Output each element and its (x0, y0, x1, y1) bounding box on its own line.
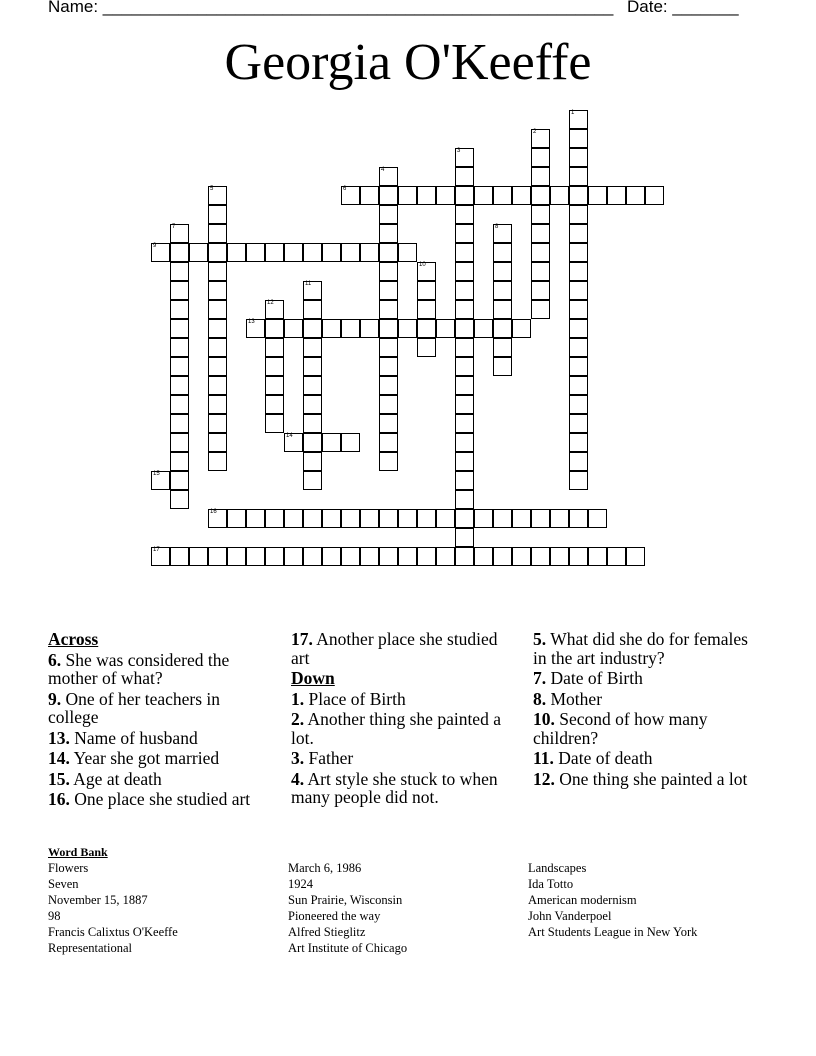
crossword-cell-10[interactable] (417, 262, 436, 281)
crossword-cell[interactable] (398, 319, 417, 338)
crossword-cell[interactable] (607, 186, 626, 205)
crossword-cell[interactable] (284, 243, 303, 262)
crossword-cell[interactable] (531, 186, 550, 205)
name-field-label: Name: ______________________________________________________ (48, 0, 614, 16)
crossword-cell[interactable] (417, 509, 436, 528)
crossword-cell[interactable] (512, 186, 531, 205)
clues-column-1 (48, 630, 270, 811)
crossword-cell[interactable] (170, 376, 189, 395)
crossword-cell[interactable] (455, 376, 474, 395)
crossword-cell[interactable] (569, 338, 588, 357)
crossword-cell[interactable] (379, 414, 398, 433)
crossword-cell[interactable] (379, 300, 398, 319)
crossword-cell[interactable] (170, 433, 189, 452)
crossword-cell-5[interactable] (208, 186, 227, 205)
clue-number: 17 (153, 547, 160, 553)
clue-number: 9 (153, 243, 157, 249)
crossword-cell[interactable] (455, 224, 474, 243)
date-field-label: Date: _______ (627, 0, 739, 16)
crossword-cell[interactable] (208, 414, 227, 433)
crossword-cell[interactable] (360, 243, 379, 262)
clue-number: 3 (457, 148, 461, 154)
clue-down-7: 7. Date of Birth (533, 668, 643, 688)
clue-across-6: 6. She was considered the mother of what? (48, 649, 230, 688)
clue-number: 12 (267, 300, 274, 306)
crossword-cell[interactable] (512, 509, 531, 528)
crossword-cell[interactable] (379, 547, 398, 566)
crossword-cell[interactable] (303, 414, 322, 433)
crossword-cell-17[interactable] (151, 547, 170, 566)
crossword-cell[interactable] (379, 186, 398, 205)
clue-number: 15 (153, 471, 160, 477)
crossword-cell[interactable] (455, 319, 474, 338)
crossword-cell[interactable] (227, 509, 246, 528)
crossword-cell[interactable] (170, 319, 189, 338)
crossword-cell[interactable] (455, 243, 474, 262)
clue-down-8: 8. Mother (533, 688, 603, 709)
crossword-cell[interactable] (569, 414, 588, 433)
clue-down-4: 4. Art style she stuck to when many people did not. (291, 768, 498, 807)
clue-down-5: 5. What did she do for females in the art industry? (533, 629, 748, 668)
crossword-cell[interactable] (436, 186, 455, 205)
crossword-cell[interactable] (417, 186, 436, 205)
crossword-cell[interactable] (341, 433, 360, 452)
crossword-cell[interactable] (208, 376, 227, 395)
crossword-cell[interactable] (569, 395, 588, 414)
crossword-cell[interactable] (626, 547, 645, 566)
crossword-cell-11[interactable] (303, 281, 322, 300)
crossword-cell[interactable] (455, 205, 474, 224)
crossword-cell[interactable] (569, 167, 588, 186)
down-heading: Down (291, 668, 335, 688)
word-bank-item: American modernism (528, 893, 637, 907)
crossword-cell[interactable] (474, 186, 493, 205)
crossword-cell[interactable] (322, 547, 341, 566)
word-bank-item: Art Students League in New York (528, 925, 698, 939)
crossword-cell-15[interactable] (151, 471, 170, 490)
across-heading: Across (48, 629, 99, 649)
clue-number: 6 (343, 186, 347, 192)
crossword-cell[interactable] (455, 509, 474, 528)
crossword-cell[interactable] (379, 395, 398, 414)
crossword-cell[interactable] (170, 357, 189, 376)
crossword-cell[interactable] (569, 281, 588, 300)
crossword-cell-1[interactable] (569, 110, 588, 129)
clue-number: 16 (210, 509, 217, 515)
crossword-cell[interactable] (322, 433, 341, 452)
crossword-cell[interactable] (493, 281, 512, 300)
word-bank-title: Word Bank (48, 845, 108, 859)
clue-number: 7 (172, 224, 176, 230)
crossword-cell[interactable] (208, 300, 227, 319)
crossword-cell[interactable] (379, 224, 398, 243)
word-bank-item: Alfred Stieglitz (288, 925, 366, 939)
crossword-cell[interactable] (455, 300, 474, 319)
crossword-cell[interactable] (265, 509, 284, 528)
clue-number: 10 (419, 262, 426, 268)
crossword-cell[interactable] (208, 224, 227, 243)
crossword-cell[interactable] (265, 319, 284, 338)
crossword-cell-16[interactable] (208, 509, 227, 528)
crossword-cell[interactable] (360, 509, 379, 528)
crossword-cell[interactable] (569, 547, 588, 566)
crossword-cell[interactable] (208, 205, 227, 224)
crossword-cell[interactable] (569, 224, 588, 243)
crossword-cell[interactable] (493, 547, 512, 566)
crossword-cell[interactable] (531, 509, 550, 528)
crossword-cell[interactable] (493, 186, 512, 205)
clues-column-2 (291, 630, 513, 809)
word-bank-item: March 6, 1986 (288, 861, 362, 875)
crossword-cell[interactable] (379, 509, 398, 528)
word-bank-item: Seven (48, 877, 79, 891)
crossword-cell[interactable] (227, 243, 246, 262)
clue-number: 4 (381, 167, 385, 173)
crossword-cell-8[interactable] (493, 224, 512, 243)
clue-number: 2 (533, 129, 537, 135)
word-bank-item: Art Institute of Chicago (288, 941, 408, 955)
crossword-cell[interactable] (626, 186, 645, 205)
crossword-cell[interactable] (569, 433, 588, 452)
clue-across-14: 14. Year she got married (48, 748, 220, 768)
crossword-cell[interactable] (569, 262, 588, 281)
crossword-cell-3[interactable] (455, 148, 474, 167)
crossword-cell[interactable] (379, 338, 398, 357)
clue-across-13: 13. Name of husband (48, 727, 198, 748)
crossword-cell[interactable] (170, 300, 189, 319)
crossword-cell[interactable] (398, 509, 417, 528)
crossword-cell[interactable] (417, 319, 436, 338)
clue-number: 13 (248, 319, 255, 325)
crossword-cell[interactable] (170, 414, 189, 433)
crossword-cell[interactable] (208, 338, 227, 357)
crossword-cell[interactable] (303, 471, 322, 490)
crossword-cell[interactable] (189, 547, 208, 566)
clue-down-12: 12. One thing she painted a lot (533, 768, 748, 789)
crossword-cell[interactable] (588, 547, 607, 566)
crossword-cell-2[interactable] (531, 129, 550, 148)
crossword-cell-13[interactable] (246, 319, 265, 338)
crossword-cell[interactable] (189, 243, 208, 262)
crossword-cell[interactable] (569, 129, 588, 148)
crossword-cell[interactable] (531, 262, 550, 281)
clue-across-9: 9. One of her teachers in college (48, 688, 221, 727)
crossword-cell[interactable] (246, 509, 265, 528)
crossword-cell[interactable] (607, 547, 626, 566)
clue-down-11: 11. Date of death (533, 748, 653, 768)
crossword-cell[interactable] (265, 376, 284, 395)
crossword-cell[interactable] (303, 395, 322, 414)
word-bank-item: Representational (48, 941, 132, 955)
crossword-cell[interactable] (208, 319, 227, 338)
word-bank-item: Pioneered the way (288, 909, 381, 923)
crossword-cell[interactable] (284, 319, 303, 338)
crossword-cell[interactable] (303, 433, 322, 452)
word-bank-item: Sun Prairie, Wisconsin (288, 893, 403, 907)
crossword-cell[interactable] (417, 300, 436, 319)
crossword-cell[interactable] (493, 338, 512, 357)
crossword-cell[interactable] (493, 262, 512, 281)
crossword-cell[interactable] (208, 357, 227, 376)
crossword-cell[interactable] (569, 319, 588, 338)
word-bank-column-2 (288, 860, 407, 956)
crossword-cell[interactable] (512, 547, 531, 566)
crossword-cell[interactable] (436, 509, 455, 528)
crossword-cell[interactable] (455, 547, 474, 566)
crossword-cell[interactable] (379, 376, 398, 395)
crossword-cell-7[interactable] (170, 224, 189, 243)
crossword-cell[interactable] (341, 319, 360, 338)
crossword-cell[interactable] (569, 376, 588, 395)
crossword-cell[interactable] (588, 509, 607, 528)
word-bank-item: 98 (48, 909, 61, 923)
crossword-cell[interactable] (569, 509, 588, 528)
crossword-cell[interactable] (341, 547, 360, 566)
crossword-cell[interactable] (303, 243, 322, 262)
crossword-cell[interactable] (208, 452, 227, 471)
word-bank-column-3 (528, 860, 697, 940)
crossword-cell[interactable] (379, 205, 398, 224)
crossword-cell-9[interactable] (151, 243, 170, 262)
clues-column-3 (533, 630, 748, 790)
crossword-cell[interactable] (455, 490, 474, 509)
crossword-cell[interactable] (379, 452, 398, 471)
crossword-cell-6[interactable] (341, 186, 360, 205)
crossword-cell[interactable] (531, 281, 550, 300)
clue-down-1: 1. Place of Birth (291, 688, 406, 709)
crossword-cell[interactable] (550, 547, 569, 566)
crossword-cell[interactable] (265, 414, 284, 433)
crossword-cell[interactable] (170, 452, 189, 471)
crossword-cell[interactable] (474, 509, 493, 528)
crossword-cell[interactable] (322, 319, 341, 338)
crossword-cell[interactable] (170, 395, 189, 414)
crossword-cell[interactable] (474, 547, 493, 566)
crossword-cell[interactable] (265, 243, 284, 262)
crossword-cell[interactable] (360, 186, 379, 205)
word-bank-item: Ida Totto (528, 877, 574, 891)
crossword-cell[interactable] (531, 167, 550, 186)
crossword-cell[interactable] (569, 357, 588, 376)
crossword-cell[interactable] (170, 281, 189, 300)
crossword-cell[interactable] (246, 243, 265, 262)
crossword-cell[interactable] (322, 509, 341, 528)
crossword-cell[interactable] (417, 338, 436, 357)
crossword-cell-14[interactable] (284, 433, 303, 452)
crossword-cell[interactable] (170, 243, 189, 262)
crossword-cell[interactable] (455, 186, 474, 205)
word-bank-item: Francis Calixtus O'Keeffe (48, 925, 178, 939)
clue-down-3: 3. Father (291, 748, 354, 768)
crossword-cell[interactable] (303, 547, 322, 566)
crossword-cell-4[interactable] (379, 167, 398, 186)
crossword-cell[interactable] (170, 338, 189, 357)
crossword-cell[interactable] (208, 243, 227, 262)
crossword-cell[interactable] (645, 186, 664, 205)
crossword-cell[interactable] (208, 281, 227, 300)
crossword-cell[interactable] (550, 509, 569, 528)
crossword-cell[interactable] (303, 338, 322, 357)
crossword-cell[interactable] (550, 186, 569, 205)
crossword-cell[interactable] (379, 433, 398, 452)
crossword-cell[interactable] (360, 319, 379, 338)
crossword-cell[interactable] (170, 547, 189, 566)
crossword-cell[interactable] (474, 319, 493, 338)
clue-down-10: 10. Second of how many children? (533, 709, 708, 748)
clue-number: 11 (305, 281, 312, 287)
crossword-cell[interactable] (455, 528, 474, 547)
crossword-cell[interactable] (379, 262, 398, 281)
crossword-cell[interactable] (455, 452, 474, 471)
crossword-cell[interactable] (455, 262, 474, 281)
crossword-cell[interactable] (531, 148, 550, 167)
clue-number: 1 (571, 110, 575, 116)
crossword-cell[interactable] (569, 243, 588, 262)
clue-number: 5 (210, 186, 214, 192)
crossword-cell[interactable] (455, 167, 474, 186)
crossword-cell[interactable] (170, 490, 189, 509)
crossword-cell[interactable] (265, 395, 284, 414)
crossword-cell[interactable] (455, 471, 474, 490)
crossword-cell[interactable] (493, 509, 512, 528)
crossword-cell[interactable] (303, 509, 322, 528)
crossword-cell[interactable] (436, 319, 455, 338)
crossword-cell[interactable] (398, 186, 417, 205)
word-bank-item: November 15, 1887 (48, 893, 148, 907)
crossword-cell[interactable] (455, 414, 474, 433)
word-bank-item: John Vanderpoel (528, 909, 612, 923)
crossword-cell-12[interactable] (265, 300, 284, 319)
clue-number: 8 (495, 224, 499, 230)
crossword-cell[interactable] (227, 547, 246, 566)
word-bank-item: Flowers (48, 861, 89, 875)
crossword-cell[interactable] (379, 243, 398, 262)
crossword-cell[interactable] (531, 205, 550, 224)
crossword-cell[interactable] (303, 300, 322, 319)
crossword-cell[interactable] (341, 509, 360, 528)
crossword-cell[interactable] (265, 357, 284, 376)
crossword-cell[interactable] (569, 471, 588, 490)
word-bank-column-1 (48, 860, 178, 956)
crossword-cell[interactable] (588, 186, 607, 205)
crossword-cell[interactable] (569, 452, 588, 471)
crossword-cell[interactable] (265, 338, 284, 357)
crossword-cell[interactable] (417, 281, 436, 300)
clue-across-17: 17. Another place she studied art (291, 629, 498, 668)
page-title: Georgia O'Keeffe (224, 34, 592, 91)
crossword-cell[interactable] (493, 357, 512, 376)
crossword-cell[interactable] (208, 395, 227, 414)
crossword-cell[interactable] (379, 357, 398, 376)
crossword-cell[interactable] (531, 547, 550, 566)
crossword-cell[interactable] (455, 338, 474, 357)
crossword-cell[interactable] (322, 243, 341, 262)
crossword-cell[interactable] (341, 243, 360, 262)
crossword-cell[interactable] (493, 300, 512, 319)
word-bank-item: 1924 (288, 877, 313, 891)
crossword-cell[interactable] (569, 300, 588, 319)
crossword-cell[interactable] (455, 433, 474, 452)
crossword-cell[interactable] (455, 281, 474, 300)
crossword-cell[interactable] (455, 395, 474, 414)
crossword-cell[interactable] (265, 547, 284, 566)
crossword-cell[interactable] (170, 471, 189, 490)
crossword-cell[interactable] (303, 319, 322, 338)
crossword-cell[interactable] (379, 281, 398, 300)
crossword-cell[interactable] (455, 357, 474, 376)
crossword-cell[interactable] (303, 357, 322, 376)
word-bank-item: Landscapes (528, 861, 587, 875)
crossword-cell[interactable] (303, 452, 322, 471)
crossword-cell[interactable] (398, 547, 417, 566)
crossword-cell[interactable] (569, 148, 588, 167)
clue-across-16: 16. One place she studied art (48, 789, 251, 809)
crossword-cell[interactable] (303, 376, 322, 395)
crossword-cell[interactable] (170, 262, 189, 281)
clue-across-15: 15. Age at death (48, 768, 162, 789)
crossword-cell[interactable] (379, 319, 398, 338)
crossword-cell[interactable] (531, 224, 550, 243)
crossword-cell[interactable] (417, 547, 436, 566)
crossword-cell[interactable] (398, 243, 417, 262)
crossword-cell[interactable] (493, 243, 512, 262)
crossword-cell[interactable] (284, 547, 303, 566)
crossword-cell[interactable] (531, 243, 550, 262)
clue-down-2: 2. Another thing she painted a lot. (291, 709, 501, 748)
crossword-cell[interactable] (512, 319, 531, 338)
crossword-cell[interactable] (493, 319, 512, 338)
crossword-cell[interactable] (360, 547, 379, 566)
clue-number: 14 (286, 433, 293, 439)
crossword-cell[interactable] (569, 186, 588, 205)
crossword-cell[interactable] (531, 300, 550, 319)
crossword-cell[interactable] (284, 509, 303, 528)
crossword-cell[interactable] (208, 433, 227, 452)
crossword-cell[interactable] (208, 547, 227, 566)
crossword-cell[interactable] (569, 205, 588, 224)
crossword-cell[interactable] (436, 547, 455, 566)
crossword-cell[interactable] (208, 262, 227, 281)
crossword-cell[interactable] (246, 547, 265, 566)
